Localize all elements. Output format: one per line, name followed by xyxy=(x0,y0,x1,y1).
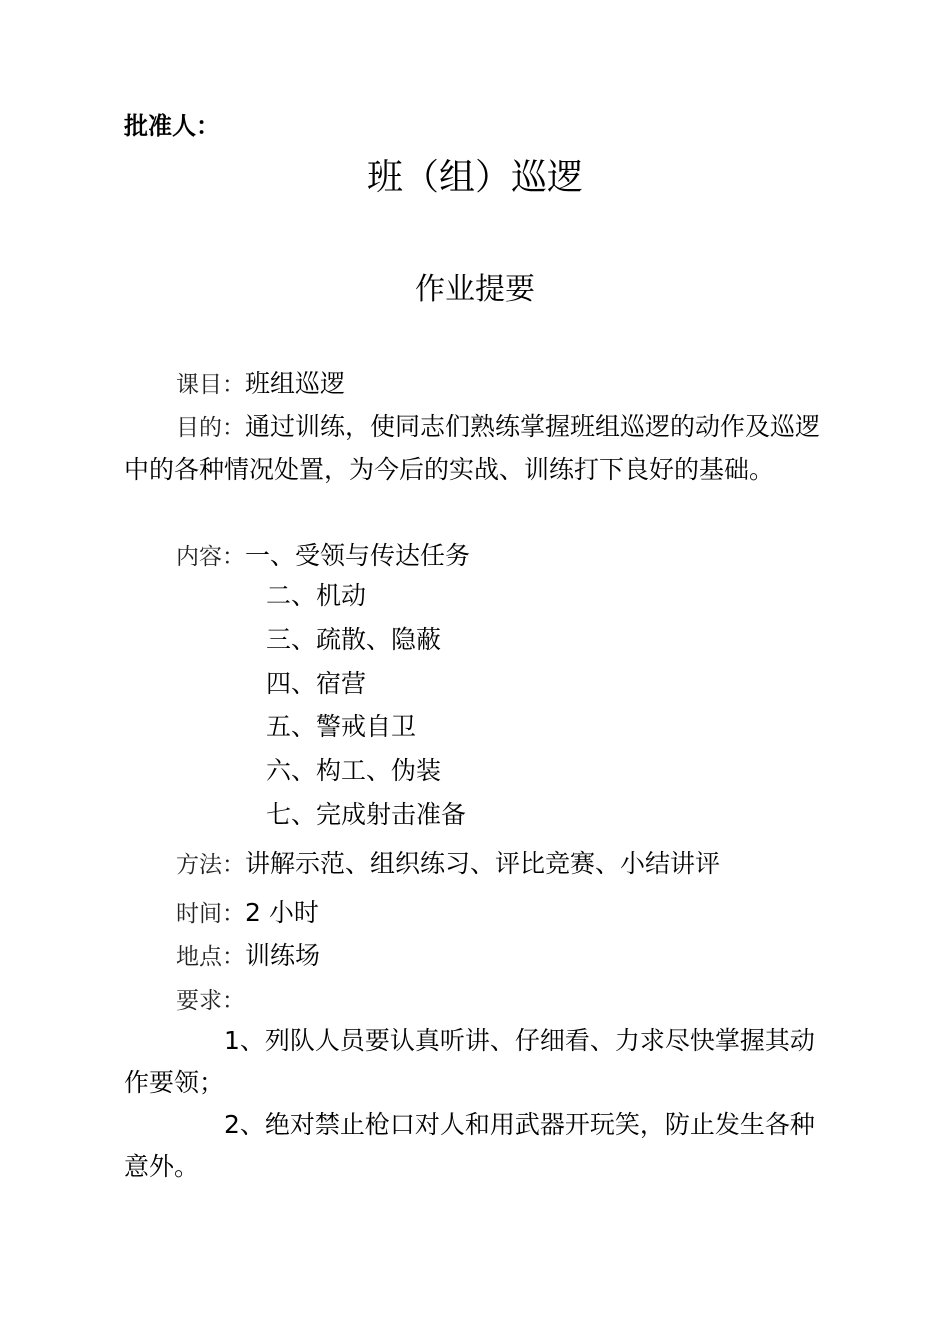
content-item-5: 五、警戒自卫 xyxy=(266,712,417,741)
document-subtitle: 作业提要 xyxy=(415,272,535,307)
content-item-1: 一、受领与传达任务 xyxy=(245,541,471,570)
requirement-item-1: 1、列队人员要认真听讲、仔细看、力求尽快掌握其动作要领； xyxy=(124,1026,815,1097)
method-label: 方法： xyxy=(176,852,245,878)
requirements-label: 要求： xyxy=(176,988,245,1014)
requirements-row xyxy=(176,980,245,1021)
content-item-3: 三、疏散、隐蔽 xyxy=(266,625,442,654)
purpose-paragraph xyxy=(124,406,844,490)
course-row xyxy=(176,364,345,405)
method-row xyxy=(176,844,720,885)
course-label: 课目： xyxy=(176,372,245,398)
content-item-6: 六、构工、伪装 xyxy=(266,756,442,785)
content-item-7: 七、完成射击准备 xyxy=(266,800,467,829)
content-item-2: 二、机动 xyxy=(266,581,367,610)
method-value: 讲解示范、组织练习、评比竞赛、小结讲评 xyxy=(245,849,721,878)
course-value: 班组巡逻 xyxy=(245,369,346,398)
content-item-4: 四、宿营 xyxy=(266,669,367,698)
purpose-label: 目的： xyxy=(176,415,245,441)
requirement-item-2: 2、绝对禁止枪口对人和用武器开玩笑，防止发生各种意外。 xyxy=(124,1110,815,1181)
location-row xyxy=(176,936,320,977)
approver-label: 批准人： xyxy=(124,112,220,140)
content-label: 内容： xyxy=(176,544,245,570)
document-title: 班（组）巡逻 xyxy=(366,157,583,198)
content-row xyxy=(176,536,470,577)
time-label: 时间： xyxy=(176,901,245,927)
location-label: 地点： xyxy=(176,944,245,970)
time-value: 2 小时 xyxy=(245,898,319,927)
time-row xyxy=(176,893,319,934)
purpose-value: 通过训练，使同志们熟练掌握班组巡逻的动作及巡逻中的各种情况处置，为今后的实战、训练打下良好的基础。 xyxy=(124,412,821,484)
location-value: 训练场 xyxy=(245,941,321,970)
